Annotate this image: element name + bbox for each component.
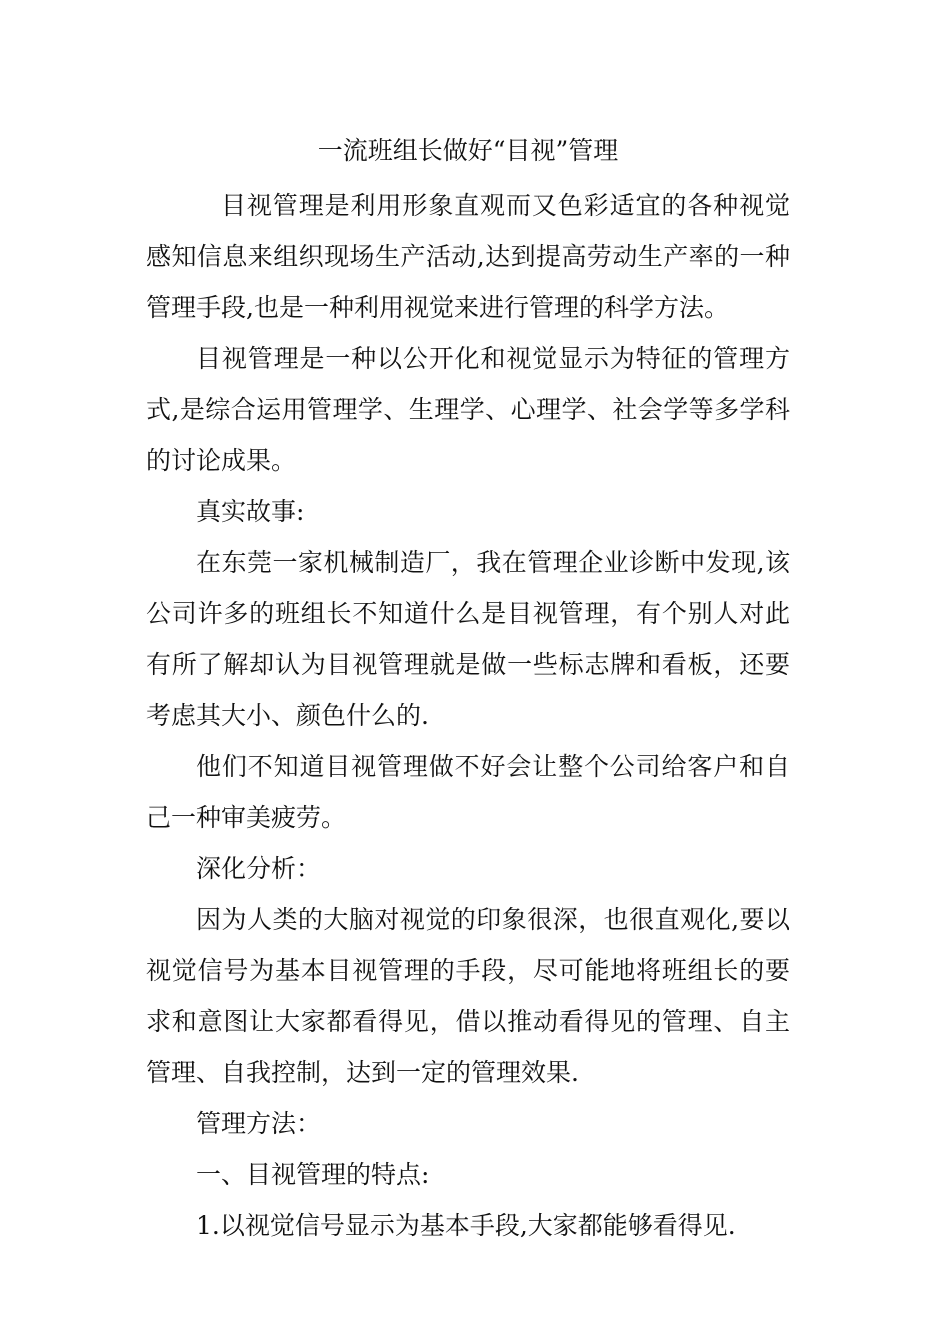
paragraph-analysis: 因为人类的大脑对视觉的印象很深，也很直观化,要以视觉信号为基本目视管理的手段，尽可能地将班组长的要求和意图让大家都看得见，借以推动看得见的管理、自主管理、自我控制，达到一定的管理效果. bbox=[146, 905, 790, 1087]
paragraph-analysis-heading: 深化分析： bbox=[196, 854, 322, 883]
document-title: 一流班组长做好“目视”管理 bbox=[317, 136, 619, 165]
paragraph-story-consequence: 他们不知道目视管理做不好会让整个公司给客户和自己一种审美疲劳。 bbox=[146, 752, 790, 832]
paragraph-method-heading: 管理方法： bbox=[196, 1109, 322, 1138]
paragraph-story: 在东莞一家机械制造厂，我在管理企业诊断中发现,该公司许多的班组长不知道什么是目视管理，有个别人对此有所了解却认为目视管理就是做一些标志牌和看板，还要考虑其大小、颜色什么的. bbox=[146, 548, 790, 730]
paragraph-point-one: 1.以视觉信号显示为基本手段,大家都能够看得见. bbox=[196, 1211, 736, 1240]
paragraph-definition: 目视管理是利用形象直观而又色彩适宜的各种视觉感知信息来组织现场生产活动,达到提高劳动生产率的一种管理手段,也是一种利用视觉来进行管理的科学方法。 bbox=[146, 191, 790, 322]
document-page bbox=[146, 128, 790, 1251]
paragraph-section-one-heading: 一、目视管理的特点: bbox=[196, 1160, 430, 1189]
paragraph-characteristics: 目视管理是一种以公开化和视觉显示为特征的管理方式,是综合运用管理学、生理学、心理学、社会学等多学科的讨论成果。 bbox=[146, 344, 790, 475]
paragraph-true-story-heading: 真实故事: bbox=[196, 497, 305, 526]
